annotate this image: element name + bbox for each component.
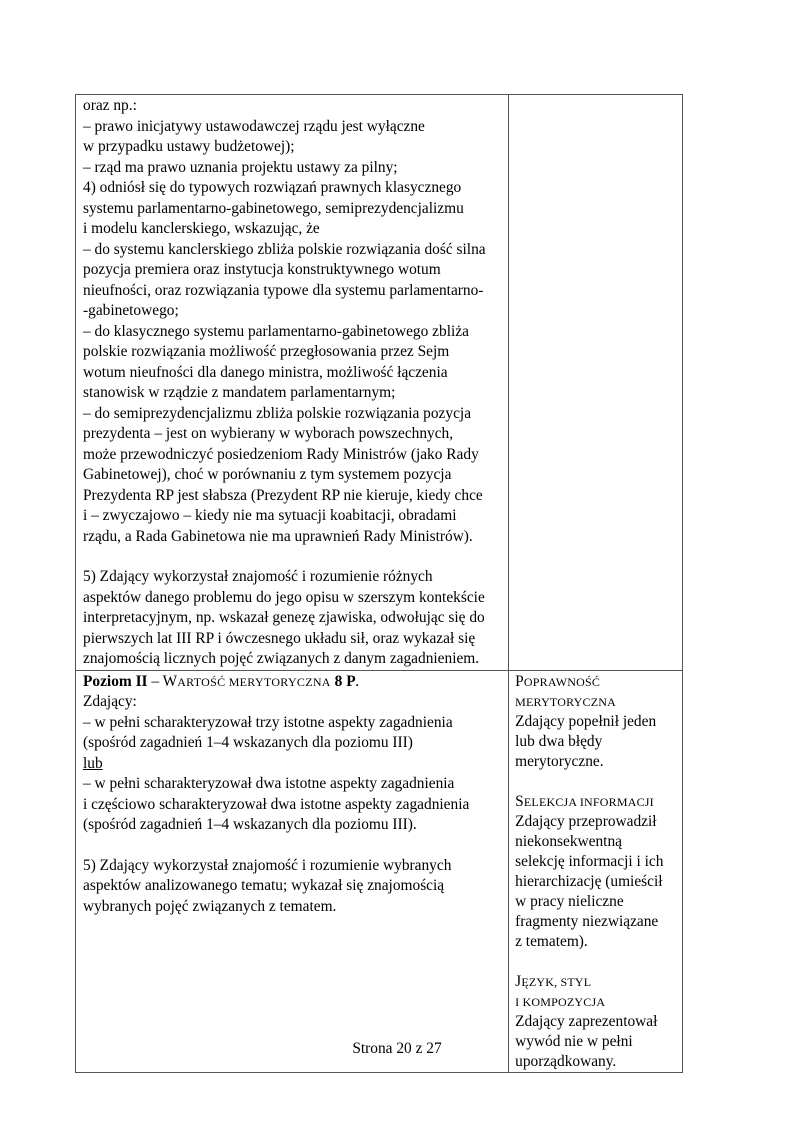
text-line: Prezydenta RP jest słabsza (Prezydent RP nie kieruje, kiedy chce xyxy=(83,486,483,504)
text-line: aspektów danego problemu do jego opisu w szerszym kontekście xyxy=(83,588,485,606)
section-label: POPRAWNOŚĆ xyxy=(515,672,601,690)
criteria-text xyxy=(76,671,508,918)
text-line: i częściowo scharakteryzował dwa istotne aspekty zagadnienia xyxy=(83,795,470,813)
lub-label: lub xyxy=(83,754,103,772)
text-line: Gabinetowej), choć w porównaniu z tym systemem pozycja xyxy=(83,466,452,483)
text-line: i modelu kanclerskiego, wskazując, że xyxy=(83,220,320,237)
text-line: (spośród zagadnień 1–4 wskazanych dla poziomu III) xyxy=(83,734,413,751)
text-line: wybranych pojęć związanych z tematem. xyxy=(83,897,337,915)
text-line: lub dwa błędy xyxy=(515,732,603,750)
criteria-cell xyxy=(76,95,509,671)
text-line: – rząd ma prawo uznania projektu ustawy za pilny; xyxy=(83,158,398,176)
text-line: – w pełni scharakteryzował dwa istotne aspekty zagadnienia xyxy=(83,775,455,792)
text-line: nieufności, oraz rozwiązania typowe dla systemu parlamentarno- xyxy=(83,281,484,299)
criteria-cell xyxy=(76,670,509,1072)
text-line: i – zwyczajowo – kiedy nie ma sytuacji koabitacji, obradami xyxy=(83,507,457,524)
text-line: – prawo inicjatywy ustawodawczej rządu jest wyłączne xyxy=(83,117,425,135)
text-line: – do semiprezydencjalizmu zbliża polskie rozwiązania pozycja xyxy=(83,404,472,422)
text-line: pierwszych lat III RP i ówczesnego układu sił, oraz wykazał się xyxy=(83,629,476,647)
text-line: aspektów analizowanego tematu; wykazał się znajomością xyxy=(83,877,445,894)
assessment-table xyxy=(75,94,683,1073)
text-line: oraz np.: xyxy=(83,97,137,114)
text-line: wywód nie w pełni xyxy=(515,1032,633,1050)
notes-cell xyxy=(509,95,683,671)
section-label: MERYTORYCZNA xyxy=(515,694,616,709)
section-label: JĘZYK, STYL xyxy=(515,972,592,990)
text-line: Zdający przeprowadził xyxy=(515,812,657,830)
level-heading: Poziom II – WARTOŚĆ MERYTORYCZNA 8 P. xyxy=(83,672,359,690)
text-line: uporządkowany. xyxy=(515,1052,617,1070)
criteria-text xyxy=(76,95,508,670)
text-line: 5) Zdający wykorzystał znajomość i rozumienie wybranych xyxy=(83,856,452,874)
text-line: (spośród zagadnień 1–4 wskazanych dla poziomu III). xyxy=(83,816,417,833)
page-number: Strona 20 z 27 xyxy=(352,1040,442,1057)
text-line: merytoryczne. xyxy=(515,752,604,770)
text-line: może przewodniczyć posiedzeniom Rady Ministrów (jako Rady xyxy=(83,445,479,463)
text-line: – do klasycznego systemu parlamentarno-gabinetowego zbliża xyxy=(83,322,469,340)
table-row xyxy=(76,95,683,671)
section-label: I KOMPOZYCJA xyxy=(515,994,606,1009)
text-line: hierarchizację (umieścił xyxy=(515,872,663,890)
text-line: interpretacyjnym, np. wskazał genezę zjawiska, odwołując się do xyxy=(83,609,485,626)
text-line: Zdający popełnił jeden xyxy=(515,712,657,730)
text-line: Zdający: xyxy=(83,693,137,710)
text-line: polskie rozwiązania możliwość przegłosowania przez Sejm xyxy=(83,343,450,360)
text-line: w pracy nieliczne xyxy=(515,892,624,910)
text-line: w przypadku ustawy budżetowej); xyxy=(83,138,295,155)
text-line: pozycja premiera oraz instytucja konstruktywnego wotum xyxy=(83,261,441,278)
text-line: 4) odniósł się do typowych rozwiązań prawnych klasycznego xyxy=(83,179,462,196)
text-line: z tematem). xyxy=(515,932,588,950)
text-line: fragmenty niezwiązane xyxy=(515,912,659,930)
text-line: – w pełni scharakteryzował trzy istotne aspekty zagadnienia xyxy=(83,713,453,731)
text-line: prezydenta – jest on wybierany w wyborach powszechnych, xyxy=(83,425,454,442)
text-line: systemu parlamentarno-gabinetowego, semiprezydencjalizmu xyxy=(83,199,464,217)
text-line: Zdający zaprezentował xyxy=(515,1012,658,1030)
text-line: 5) Zdający wykorzystał znajomość i rozumienie różnych xyxy=(83,568,433,585)
section-label: SELEKCJA INFORMACJI xyxy=(515,792,654,810)
text-line: rządu, a Rada Gabinetowa nie ma uprawnień Rady Ministrów). xyxy=(83,527,473,545)
table-row xyxy=(76,670,683,1072)
notes-cell xyxy=(509,670,683,1072)
text-line: – do systemu kanclerskiego zbliża polskie rozwiązania dość silna xyxy=(83,240,486,258)
text-line: znajomością licznych pojęć związanych z danym zagadnieniem. xyxy=(83,650,480,667)
notes-text xyxy=(509,671,682,1072)
text-line: selekcję informacji i ich xyxy=(515,852,664,870)
text-line: stanowisk w rządzie z mandatem parlamentarnym; xyxy=(83,384,396,401)
text-line: niekonsekwentną xyxy=(515,832,622,850)
text-line: -gabinetowego; xyxy=(83,302,179,319)
text-line: wotum nieufności dla danego ministra, możliwość łączenia xyxy=(83,363,448,381)
